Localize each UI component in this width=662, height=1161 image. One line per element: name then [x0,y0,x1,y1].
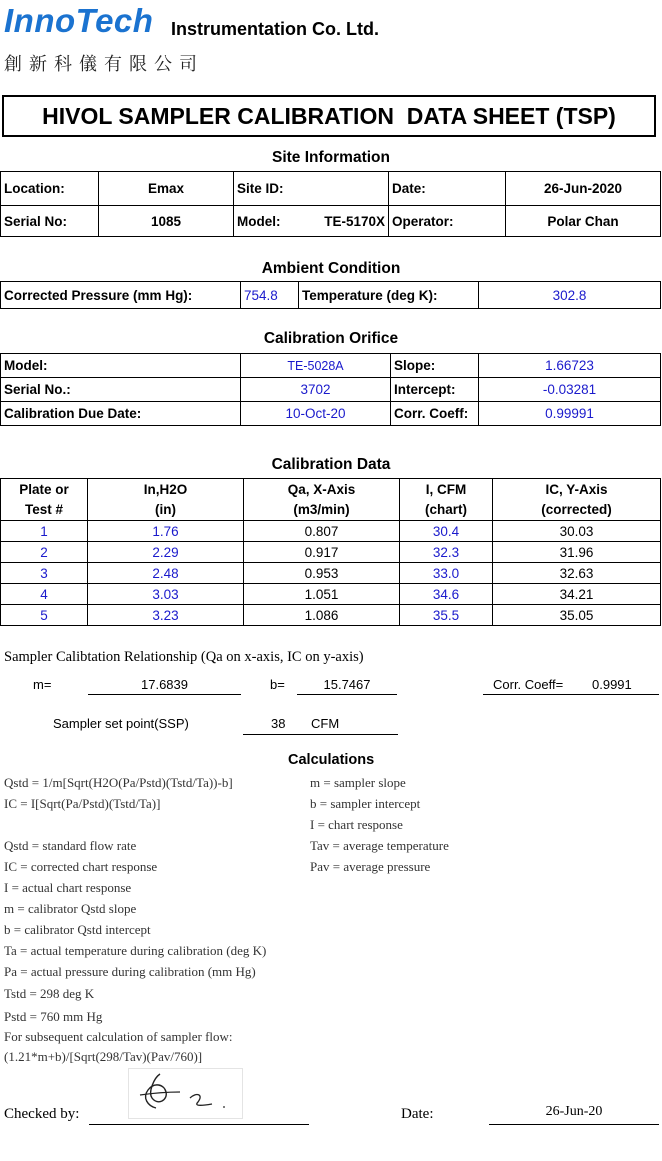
calibration-data-table [0,478,661,626]
col-subheader-i-cfm: (chart) [400,500,493,521]
footer-date-label: Date: [401,1106,434,1122]
calculations-heading: Calculations [288,752,375,768]
checked-by-label: Checked by: [4,1106,80,1122]
i-cfm-value: 35.5 [400,605,493,626]
site-id-label: Site ID: [234,172,307,206]
site-info-table [0,171,661,237]
def-chart-response: I = chart response [310,817,403,832]
qa-value: 1.051 [244,584,400,605]
ic-value: 31.96 [493,542,661,563]
in-h2o-value: 2.29 [88,542,244,563]
intercept-label: Intercept: [391,378,479,402]
in-h2o-value: 3.23 [88,605,244,626]
corr-coeff-value: 0.9991 [592,677,632,692]
location-value: Emax [99,172,234,206]
temperature-label: Temperature (deg K): [299,282,479,309]
formula-ic: IC = I[Sqrt(Pa/Pstd)(Tstd/Ta)] [4,796,161,811]
def-pstd: Pstd = 760 mm Hg [4,1009,103,1024]
def-b: b = calibrator Qstd intercept [4,922,151,937]
m-underline [88,694,241,695]
i-cfm-value: 30.4 [400,521,493,542]
serial-label: Serial No: [1,206,99,237]
test-number: 1 [1,521,88,542]
orifice-serial-value: 3702 [241,378,391,402]
calibration-data-heading: Calibration Data [271,456,391,473]
ssp-unit: CFM [311,716,340,731]
qa-value: 1.086 [244,605,400,626]
ic-value: 30.03 [493,521,661,542]
col-subheader-in-h2o: (in) [88,500,244,521]
orifice-serial-label: Serial No.: [1,378,241,402]
def-tav: Tav = average temperature [310,838,449,853]
ic-value: 32.63 [493,563,661,584]
sheet-title: HIVOL SAMPLER CALIBRATION DATA SHEET (TSP) [2,95,656,137]
col-header-ic: IC, Y-Axis [493,479,661,500]
b-label: b= [270,677,285,692]
footer-date-value: 26-Jun-20 [545,1104,603,1119]
subsequent-note: For subsequent calculation of sampler flow: [4,1029,233,1044]
table-row [1,584,661,605]
col-subheader-test: Test # [1,500,88,521]
formula-qstd: Qstd = 1/m[Sqrt(H2O(Pa/Pstd)(Tstd/Ta))-b] [4,775,233,790]
def-tstd: Tstd = 298 deg K [4,986,95,1001]
location-label: Location: [1,172,99,206]
orifice-table [0,353,661,426]
orifice-heading: Calibration Orifice [263,330,399,347]
ic-value: 35.05 [493,605,661,626]
qa-value: 0.917 [244,542,400,563]
table-row [1,605,661,626]
in-h2o-value: 3.03 [88,584,244,605]
col-header-i-cfm: I, CFM [400,479,493,500]
temperature-value: 302.8 [479,282,661,309]
test-number: 5 [1,605,88,626]
def-pa: Pa = actual pressure during calibration (mm Hg) [4,964,256,979]
due-date-label: Calibration Due Date: [1,402,241,426]
table-row [1,542,661,563]
operator-value: Polar Chan [506,206,661,237]
m-label: m= [33,677,52,692]
test-number: 3 [1,563,88,584]
col-subheader-ic: (corrected) [493,500,661,521]
col-header-in-h2o: In,H2O [88,479,244,500]
serial-value: 1085 [99,206,234,237]
in-h2o-value: 1.76 [88,521,244,542]
corr-coeff-underline [483,694,659,695]
b-underline [297,694,397,695]
intercept-value: -0.03281 [479,378,661,402]
test-number: 4 [1,584,88,605]
test-number: 2 [1,542,88,563]
orifice-model-value: TE-5028A [241,354,391,378]
footer-date-line [489,1124,659,1125]
company-chinese-name: 創新科儀有限公司 [4,54,204,75]
relationship-heading: Sampler Calibtation Relationship (Qa on x-axis, IC on y-axis) [4,649,364,665]
model-value: TE-5170X [307,206,389,237]
table-row [1,563,661,584]
def-pav: Pav = average pressure [310,859,431,874]
qa-value: 0.807 [244,521,400,542]
brand-logo: InnoTech [4,2,154,39]
def-ta: Ta = actual temperature during calibration (deg K) [4,943,267,958]
i-cfm-value: 34.6 [400,584,493,605]
b-value: 15.7467 [323,677,371,692]
def-m: m = calibrator Qstd slope [4,901,137,916]
def-qstd: Qstd = standard flow rate [4,838,137,853]
corr-coeff-value: 0.99991 [479,402,661,426]
company-name: Instrumentation Co. Ltd. [171,19,379,39]
date-label: Date: [389,172,506,206]
operator-label: Operator: [389,206,506,237]
site-id-value [307,172,389,206]
checked-by-line [89,1124,309,1125]
pressure-value: 754.8 [241,282,299,309]
corr-coeff-label: Corr. Coeff= [493,677,564,692]
orifice-model-label: Model: [1,354,241,378]
ssp-underline [243,734,398,735]
slope-value: 1.66723 [479,354,661,378]
m-value: 17.6839 [141,677,188,692]
pressure-label: Corrected Pressure (mm Hg): [1,282,241,309]
col-header-test: Plate or [1,479,88,500]
table-row [1,521,661,542]
def-sampler-slope: m = sampler slope [310,775,406,790]
date-value: 26-Jun-2020 [506,172,661,206]
i-cfm-value: 32.3 [400,542,493,563]
ic-value: 34.21 [493,584,661,605]
def-i: I = actual chart response [4,880,132,895]
col-subheader-qa: (m3/min) [244,500,400,521]
due-date-value: 10-Oct-20 [241,402,391,426]
ssp-value: 38 [271,716,286,731]
in-h2o-value: 2.48 [88,563,244,584]
model-label: Model: [234,206,307,237]
signature [128,1068,244,1120]
qa-value: 0.953 [244,563,400,584]
ambient-heading: Ambient Condition [261,260,401,277]
col-header-qa: Qa, X-Axis [244,479,400,500]
corr-coeff-label: Corr. Coeff: [391,402,479,426]
ambient-table [0,281,661,309]
slope-label: Slope: [391,354,479,378]
site-info-heading: Site Information [272,149,390,166]
ssp-label: Sampler set point(SSP) [53,716,189,731]
subsequent-formula: (1.21*m+b)/[Sqrt(298/Tav)(Pav/760)] [4,1049,203,1064]
def-ic: IC = corrected chart response [4,859,158,874]
i-cfm-value: 33.0 [400,563,493,584]
def-sampler-intercept: b = sampler intercept [310,796,421,811]
